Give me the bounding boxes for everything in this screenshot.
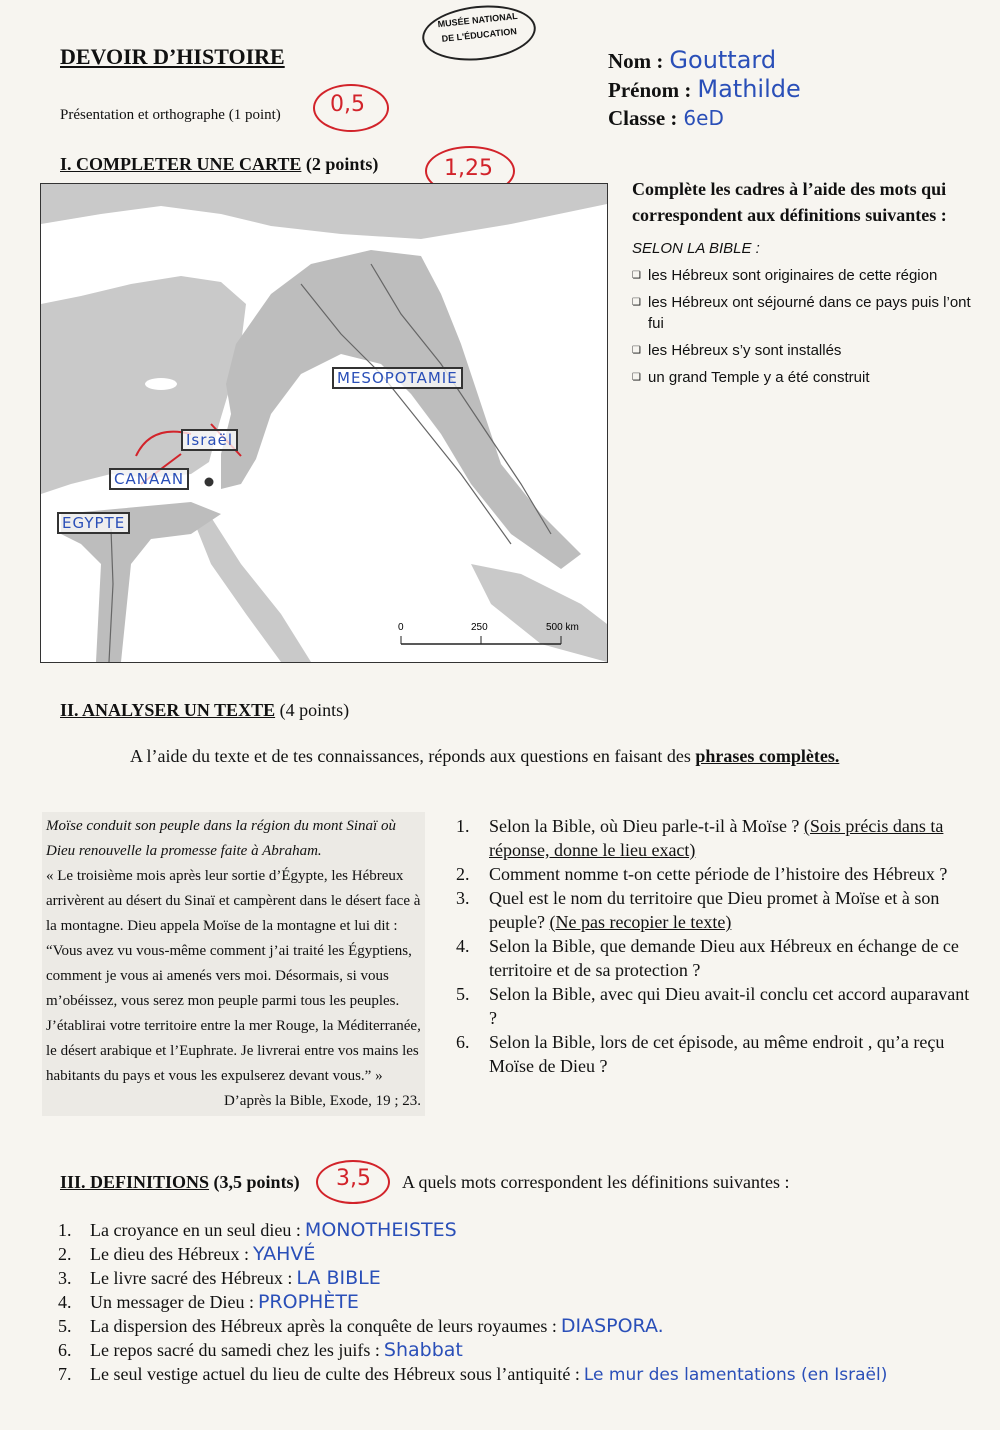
map-label-egypte: EGYPTE — [57, 512, 130, 534]
map-label-israel: Israël — [181, 429, 238, 451]
question-item — [456, 886, 976, 934]
section3-grade: 3,5 — [336, 1166, 371, 1191]
map-subtitle: SELON LA BIBLE : — [632, 240, 760, 257]
question-number: 5. — [456, 984, 470, 1004]
question-item — [456, 1030, 976, 1078]
question-number: 3. — [456, 888, 470, 908]
excerpt-source: D’après la Bible, Exode, 19 ; 23. — [223, 1093, 421, 1109]
definition-item — [58, 1290, 988, 1314]
definition-text: Un messager de Dieu : — [90, 1292, 254, 1312]
stamp-line-2: DE L'ÉDUCATION — [441, 26, 518, 44]
museum-stamp — [419, 0, 538, 66]
definition-text: Le repos sacré du samedi chez les juifs : — [90, 1340, 380, 1360]
excerpt-body: « Le troisième mois après leur sortie d’Égypte, les Hébreux arrivèrent au désert du Sinaï et campèrent dans le désert face à la montagne. Dieu appela Moïse de la montagne et lui dit : “Vous avez vu vous-même comment j’ai traité les Égyptiens, comment je vous ai amenés vers moi. Désormais, si vous m’obéissez, vous serez mon peuple parmi tous les peuples. J’établirai votre territoire entre la mer Rouge, la Méditerranée, le désert arabique et l’Euphrate. Je livrerai entre vos mains les habitants du pays et vous les expulserez devant vous.” » — [46, 868, 421, 1084]
definition-answer: Shabbat — [383, 1339, 463, 1361]
definition-text: Le seul vestige actuel du lieu de culte des Hébreux sous l’antiquité : — [90, 1364, 580, 1384]
bible-excerpt — [42, 812, 425, 1116]
section2-heading — [60, 700, 349, 721]
definition-answer: DIASPORA. — [560, 1315, 664, 1337]
section2-points: (4 points) — [279, 700, 350, 720]
definition-answer: Le mur des lamentations (en Israël) — [583, 1365, 888, 1385]
definition-text: La dispersion des Hébreux après la conquête de leurs royaumes : — [90, 1316, 557, 1336]
map-instructions — [632, 176, 972, 394]
section2-title: II. ANALYSER UN TEXTE — [60, 700, 276, 720]
map-label-mesopotamie: MESOPOTAMIE — [332, 367, 463, 389]
instruction-emphasis: phrases complètes. — [695, 746, 840, 766]
bullet-item: ❏ les Hébreux ont séjourné dans ce pays puis l’ont fui — [632, 292, 972, 334]
section3-points: (3,5 points) — [213, 1172, 300, 1192]
section1-grade: 1,25 — [444, 156, 493, 181]
presentation-criterion: Présentation et orthographe (1 point) — [60, 107, 281, 123]
question-number: 6. — [456, 1032, 470, 1052]
definition-item — [58, 1362, 988, 1387]
definition-text: Le livre sacré des Hébreux : — [90, 1268, 293, 1288]
map-instruction-text: Complète les cadres à l’aide des mots qui correspondent aux définitions suivantes : — [632, 179, 947, 225]
definition-number: 1. — [58, 1220, 72, 1240]
definition-number: 2. — [58, 1244, 72, 1264]
jerusalem-dot — [205, 478, 214, 487]
question-text: Quel est le nom du territoire que Dieu promet à Moïse et à son peuple? — [489, 888, 940, 932]
question-item — [456, 814, 976, 862]
definition-number: 3. — [58, 1268, 72, 1288]
stamp-line-1: MUSÉE NATIONAL — [437, 10, 519, 30]
question-list — [456, 814, 976, 1078]
definition-item — [58, 1314, 988, 1338]
question-item — [456, 862, 976, 886]
presentation-grade: 0,5 — [330, 92, 365, 117]
question-note: (Ne pas recopier le texte) — [549, 912, 732, 932]
question-number: 2. — [456, 864, 470, 884]
question-text: Selon la Bible, où Dieu parle-t-il à Moïse ? — [489, 816, 804, 836]
definition-answer: PROPHÈTE — [257, 1291, 359, 1313]
definition-item — [58, 1266, 988, 1290]
prenom-value: Mathilde — [697, 75, 801, 103]
section1-heading — [60, 154, 378, 175]
classe-value: 6eD — [683, 106, 724, 130]
question-text: Selon la Bible, que demande Dieu aux Hébreux en échange de ce territoire et de sa protection ? — [489, 936, 959, 980]
question-item — [456, 982, 976, 1030]
prenom-label: Prénom : — [608, 78, 692, 102]
page-title: DEVOIR D’HISTOIRE — [60, 44, 285, 69]
instruction-start: A l’aide du texte et de tes connaissances, réponds aux questions en faisant des — [130, 746, 696, 766]
definition-item — [58, 1338, 988, 1362]
section2-instruction — [130, 746, 839, 767]
nom-label: Nom : — [608, 49, 664, 73]
question-text: Selon la Bible, avec qui Dieu avait-il conclu cet accord auparavant ? — [489, 984, 970, 1028]
scale-label-0: 0 — [398, 622, 404, 633]
definition-number: 6. — [58, 1340, 72, 1360]
definition-number: 4. — [58, 1292, 72, 1312]
question-text: Comment nomme t-on cette période de l’histoire des Hébreux ? — [489, 864, 948, 884]
excerpt-intro: Moïse conduit son peuple dans la région du mont Sinaï où Dieu renouvelle la promesse faite à Abraham. — [46, 818, 396, 859]
definition-number: 7. — [58, 1364, 72, 1384]
definition-item — [58, 1218, 988, 1242]
definition-text: La croyance en un seul dieu : — [90, 1220, 301, 1240]
question-text: Selon la Bible, lors de cet épisode, au même endroit , qu’a reçu Moïse de Dieu ? — [489, 1032, 945, 1076]
question-number: 1. — [456, 816, 470, 836]
definition-item — [58, 1242, 988, 1266]
bullet-item: ❏ les Hébreux s’y sont installés — [632, 340, 972, 361]
map-svg — [41, 184, 607, 662]
nom-value: Gouttard — [669, 46, 777, 74]
scale-label-250: 250 — [471, 622, 488, 633]
scale-label-500: 500 km — [546, 622, 579, 633]
definition-text: Le dieu des Hébreux : — [90, 1244, 249, 1264]
section3-title: III. DEFINITIONS — [60, 1172, 210, 1192]
definition-answer: LA BIBLE — [296, 1267, 381, 1289]
section1-points: (2 points) — [305, 154, 379, 174]
bullet-item: ❏ les Hébreux sont originaires de cette région — [632, 265, 972, 286]
definition-answer: MONOTHEISTES — [304, 1219, 457, 1241]
definition-number: 5. — [58, 1316, 72, 1336]
section3-heading — [60, 1172, 300, 1193]
section3-instruction: A quels mots correspondent les définitions suivantes : — [402, 1172, 790, 1192]
classe-label: Classe : — [608, 106, 678, 130]
question-item — [456, 934, 976, 982]
definition-list — [58, 1218, 988, 1387]
island-cyprus — [145, 378, 177, 390]
question-number: 4. — [456, 936, 470, 956]
section1-title: I. COMPLETER UNE CARTE — [60, 154, 302, 174]
map-label-canaan: CANAAN — [109, 468, 189, 490]
bullet-item: ❏ un grand Temple y a été construit — [632, 367, 972, 388]
question-note: (Sois précis dans ta réponse, donne le lieu exact) — [489, 816, 944, 860]
map-frame — [40, 183, 608, 663]
identity-block — [608, 46, 801, 132]
definition-answer: YAHVÉ — [252, 1243, 316, 1265]
